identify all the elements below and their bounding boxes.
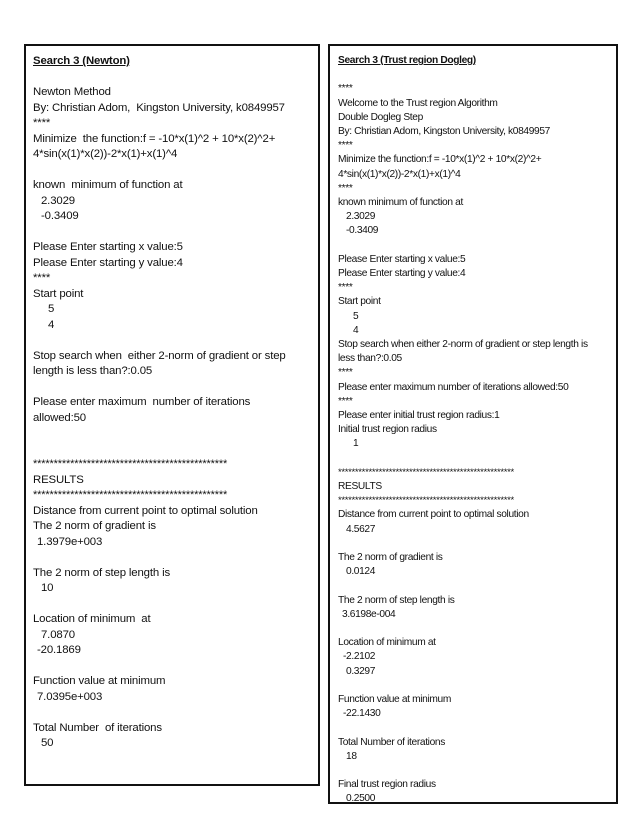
known-minimum-x: 2.3029 bbox=[41, 194, 75, 207]
spacer bbox=[33, 442, 318, 458]
final-radius-value: 0.2500 bbox=[346, 793, 376, 804]
spacer bbox=[33, 426, 318, 442]
gradient-norm-value: 1.3979e+003 bbox=[37, 535, 103, 548]
gradient-norm-value: 0.0124 bbox=[346, 566, 376, 578]
gradient-norm-label: The 2 norm of gradient is bbox=[33, 520, 156, 532]
iterations-label: Total Number of iterations bbox=[33, 721, 162, 734]
stop-criterion-line-2: less than?:0.05 bbox=[338, 353, 402, 365]
start-y-prompt: Please Enter starting y value:4 bbox=[338, 268, 466, 280]
results-heading: RESULTS bbox=[338, 481, 382, 493]
minimize-line-2: 4*sin(x(1)*x(2))-2*x(1)+x(1)^4 bbox=[33, 148, 178, 160]
spacer bbox=[338, 622, 616, 636]
spacer bbox=[338, 68, 616, 82]
stars-line: **** bbox=[338, 282, 353, 294]
separator-line: *********************************************** bbox=[33, 458, 228, 470]
distance-value: 4.5627 bbox=[346, 523, 376, 535]
separator-line: **************************************************** bbox=[338, 495, 514, 507]
known-minimum-label: known minimum of function at bbox=[338, 197, 463, 209]
stars-line: **** bbox=[33, 272, 51, 284]
trust-region-output-panel bbox=[328, 44, 618, 804]
stars-line: **** bbox=[338, 395, 353, 407]
stop-criterion-line-1: Stop search when either 2-norm of gradient or step bbox=[33, 349, 286, 362]
location-y: 0.3297 bbox=[346, 665, 376, 677]
spacer bbox=[33, 163, 318, 179]
function-value: -22.1430 bbox=[343, 708, 381, 720]
minimize-line-1: Minimize the function:f = -10*x(1)^2 + 10*x(2)^2+ bbox=[33, 132, 276, 145]
known-minimum-label: known minimum of function at bbox=[33, 179, 183, 191]
stop-criterion-line-2: length is less than?:0.05 bbox=[33, 365, 153, 377]
stop-criterion-line-1: Stop search when either 2-norm of gradient or step length is bbox=[338, 339, 588, 351]
spacer bbox=[33, 225, 318, 241]
spacer bbox=[338, 721, 616, 735]
iterations-value: 18 bbox=[346, 750, 357, 762]
step-norm-label: The 2 norm of step length is bbox=[33, 566, 170, 579]
radius-prompt: Please enter initial trust region radius:1 bbox=[338, 410, 500, 422]
initial-radius-value: 1 bbox=[353, 438, 359, 450]
spacer bbox=[338, 239, 616, 253]
method-name: Double Dogleg Step bbox=[338, 111, 423, 123]
spacer bbox=[33, 659, 318, 675]
function-value-label: Function value at minimum bbox=[338, 694, 451, 706]
location-label: Location of minimum at bbox=[33, 613, 151, 625]
function-value-label: Function value at minimum bbox=[33, 675, 166, 687]
minimize-line-1: Minimize the function:f = -10*x(1)^2 + 10*x(2)^2+ bbox=[338, 154, 542, 166]
function-value: 7.0395e+003 bbox=[37, 690, 103, 703]
location-label: Location of minimum at bbox=[338, 637, 436, 649]
known-minimum-x: 2.3029 bbox=[346, 211, 376, 223]
step-norm-value: 3.6198e-004 bbox=[342, 608, 396, 620]
distance-label: Distance from current point to optimal solution bbox=[33, 504, 258, 517]
start-point-x: 5 bbox=[353, 310, 359, 322]
final-radius-label: Final trust region radius bbox=[338, 779, 436, 791]
stars-line: **** bbox=[33, 117, 51, 129]
panel-title: Search 3 (Trust region Dogleg) bbox=[338, 55, 476, 66]
iterations-value: 50 bbox=[41, 737, 54, 749]
separator-line: *********************************************** bbox=[33, 489, 228, 501]
results-heading: RESULTS bbox=[33, 473, 84, 486]
step-norm-value: 10 bbox=[41, 582, 54, 594]
max-iterations-line-2: allowed:50 bbox=[33, 411, 86, 424]
gradient-norm-label: The 2 norm of gradient is bbox=[338, 552, 443, 564]
spacer bbox=[33, 333, 318, 349]
start-y-prompt: Please Enter starting y value:4 bbox=[33, 256, 183, 269]
minimize-line-2: 4*sin(x(1)*x(2))-2*x(1)+x(1)^4 bbox=[338, 168, 461, 180]
known-minimum-y: -0.3409 bbox=[346, 225, 379, 237]
location-x: 7.0870 bbox=[41, 628, 75, 641]
start-point-label: Start point bbox=[33, 287, 84, 300]
stars-line: **** bbox=[338, 182, 353, 194]
location-y: -20.1869 bbox=[37, 644, 81, 656]
max-iterations-line: Please enter maximum number of iterations allowed:50 bbox=[338, 381, 569, 393]
panel-title: Search 3 (Newton) bbox=[33, 55, 130, 67]
stars-line: **** bbox=[338, 140, 353, 152]
start-x-prompt: Please Enter starting x value:5 bbox=[338, 253, 466, 265]
location-x: -2.2102 bbox=[343, 651, 376, 663]
spacer bbox=[338, 579, 616, 593]
spacer bbox=[338, 764, 616, 778]
stars-line: **** bbox=[338, 367, 353, 379]
max-iterations-line-1: Please enter maximum number of iterations bbox=[33, 396, 251, 408]
newton-output-panel bbox=[24, 44, 320, 786]
author-line: By: Christian Adom, Kingston University, k0849957 bbox=[33, 101, 285, 114]
step-norm-label: The 2 norm of step length is bbox=[338, 594, 455, 606]
spacer bbox=[338, 452, 616, 466]
method-name: Newton Method bbox=[33, 86, 111, 98]
spacer bbox=[33, 380, 318, 396]
welcome-line: Welcome to the Trust region Algorithm bbox=[338, 97, 498, 109]
spacer bbox=[33, 70, 318, 86]
author-line: By: Christian Adom, Kingston University, k0849957 bbox=[338, 126, 550, 137]
spacer bbox=[338, 537, 616, 551]
start-x-prompt: Please Enter starting x value:5 bbox=[33, 241, 183, 253]
separator-line: **************************************************** bbox=[338, 466, 514, 478]
initial-radius-label: Initial trust region radius bbox=[338, 424, 437, 436]
spacer bbox=[338, 679, 616, 693]
start-point-label: Start point bbox=[338, 296, 381, 308]
spacer bbox=[33, 550, 318, 566]
stars-line: **** bbox=[338, 83, 353, 95]
spacer bbox=[33, 597, 318, 613]
known-minimum-y: -0.3409 bbox=[41, 210, 79, 222]
distance-label: Distance from current point to optimal solution bbox=[338, 509, 529, 521]
start-point-y: 4 bbox=[353, 324, 359, 336]
spacer bbox=[33, 705, 318, 721]
start-point-y: 4 bbox=[48, 318, 55, 331]
iterations-label: Total Number of iterations bbox=[338, 736, 445, 748]
start-point-x: 5 bbox=[48, 303, 55, 315]
